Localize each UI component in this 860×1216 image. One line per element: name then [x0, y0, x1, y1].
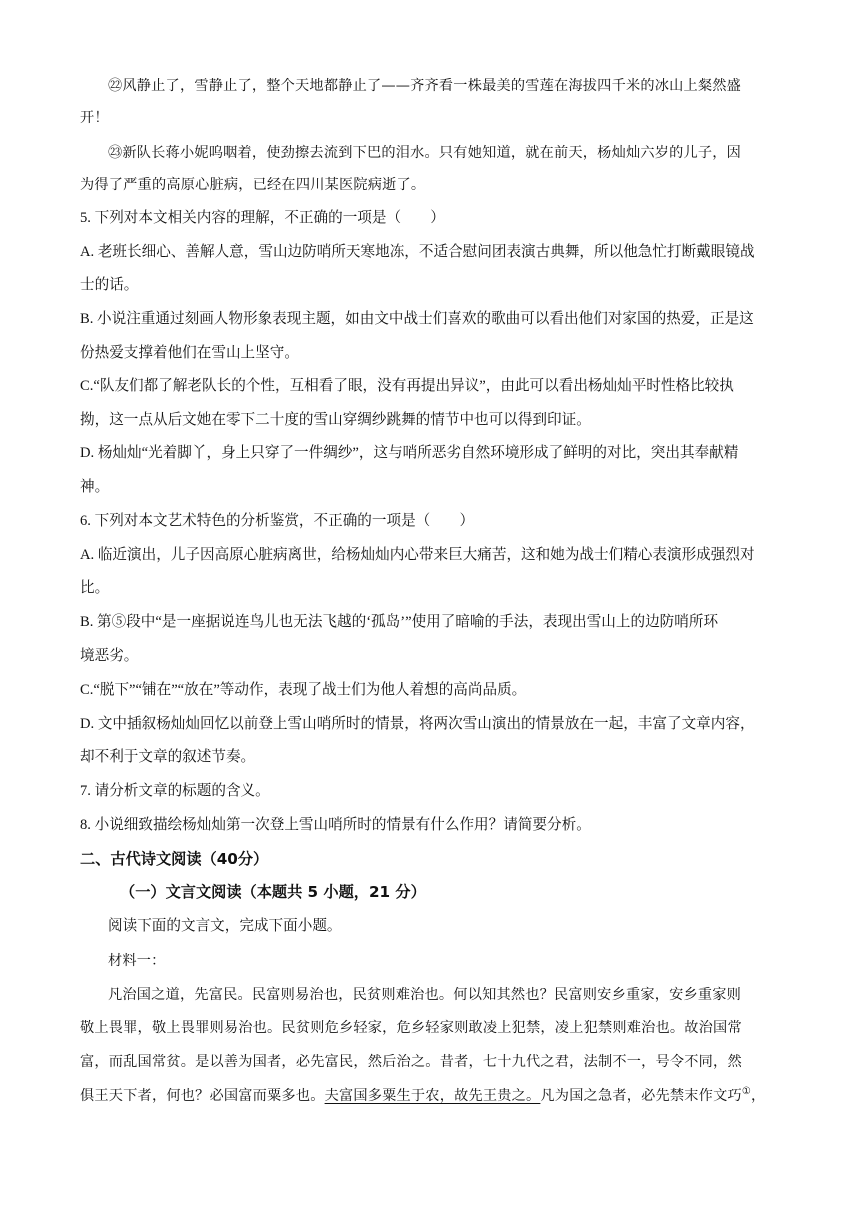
question-5-option-c-line-1: C.“队友们都了解老队长的个性，互相看了眼，没有再提出异议”，由此可以看出杨灿灿平时性格比较执	[80, 378, 734, 394]
question-6-option-a-line-2: 比。	[80, 580, 110, 596]
question-5-option-d-line-1: D. 杨灿灿“光着脚丫，身上只穿了一件绸纱”，这与哨所恶劣自然环境形成了鲜明的对比，突出其奉献精	[80, 445, 739, 461]
question-5-option-d-line-2: 神。	[80, 479, 110, 495]
question-8: 8. 小说细致描绘杨灿灿第一次登上雪山哨所时的情景有什么作用？请简要分析。	[80, 817, 591, 833]
classical-text-line-4-end: 凡为国之急者，必先禁末作文巧	[540, 1088, 742, 1104]
underlined-sentence: 夫富国多粟生于农，故先王贵之。	[324, 1088, 541, 1104]
paragraph-22-line-1: ㉒风静止了，雪静止了，整个天地都静止了——齐齐看一株最美的雪莲在海拔四千米的冰山上粲然盛	[108, 78, 742, 94]
paragraph-22-line-2: 开！	[80, 110, 109, 126]
question-6-option-d-line-2: 却不利于文章的叙述节奏。	[80, 749, 256, 765]
question-6-option-a-line-1: A. 临近演出，儿子因高原心脏病离世，给杨灿灿内心带来巨大痛苦，这和她为战士们精心表演形成强烈对	[80, 547, 755, 563]
question-5-option-a-line-2: 士的话。	[80, 277, 139, 293]
question-6-option-b-line-2: 境恶劣。	[80, 648, 139, 664]
paragraph-23-line-1: ㉓新队长蒋小妮呜咽着，使劲擦去流到下巴的泪水。只有她知道，就在前天，杨灿灿六岁的儿子，因	[108, 145, 742, 161]
subsection-heading: （一）文言文阅读（本题共 5 小题，21 分）	[120, 883, 426, 901]
question-5-option-a-line-1: A. 老班长细心、善解人意，雪山边防哨所天寒地冻，不适合慰问团表演古典舞，所以他急忙打断戴眼镜战	[80, 244, 755, 260]
classical-text-line-1: 凡治国之道，先富民。民富则易治也，民贫则难治也。何以知其然也？民富则安乡重家，安乡重家则	[108, 987, 742, 1003]
classical-text-line-4-comma: ，	[751, 1088, 766, 1104]
question-5-option-c-line-2: 拗，这一点从后文她在零下二十度的雪山穿绸纱跳舞的情节中也可以得到印证。	[80, 412, 591, 428]
classical-text-line-4	[80, 1086, 792, 1106]
section-heading: 二、古代诗文阅读（40分）	[80, 850, 269, 868]
question-6-option-c-line-1: C.“脱下”“铺在”“放在”等动作，表现了战士们为他人着想的高尚品质。	[80, 682, 527, 698]
question-5-option-b-line-2: 份热爱支撑着他们在雪山上坚守。	[80, 345, 299, 361]
paragraph-23-line-2: 为得了严重的高原心脏病，已经在四川某医院病逝了。	[80, 177, 426, 193]
material-label: 材料一：	[108, 953, 166, 969]
classical-text-line-2: 敬上畏罪，敬上畏罪则易治也。民贫则危乡轻家，危乡轻家则敢凌上犯禁，凌上犯禁则难治也。故治国常	[80, 1020, 742, 1036]
classical-text-line-4-start: 俱王天下者，何也？必国富而粟多也。	[80, 1088, 325, 1104]
question-6-stem: 6. 下列对本文艺术特色的分析鉴赏，不正确的一项是（ ）	[80, 513, 475, 529]
question-6-option-b-line-1: B. 第⑤段中“是一座据说连鸟儿也无法飞越的‘孤岛’”使用了暗喻的手法，表现出雪山上的边防哨所环	[80, 614, 719, 630]
question-6-option-d-line-1: D. 文中插叙杨灿灿回忆以前登上雪山哨所时的情景，将两次雪山演出的情景放在一起，丰富了文章内容，	[80, 716, 755, 732]
question-5-stem: 5. 下列对本文相关内容的理解，不正确的一项是（ ）	[80, 210, 445, 226]
question-7: 7. 请分析文章的标题的含义。	[80, 783, 270, 799]
reading-instruction: 阅读下面的文言文，完成下面小题。	[108, 918, 342, 934]
footnote-marker: ①	[741, 1086, 752, 1097]
question-5-option-b-line-1: B. 小说注重通过刻画人物形象表现主题，如由文中战士们喜欢的歌曲可以看出他们对家国的热爱，正是这	[80, 311, 754, 327]
classical-text-line-3: 富，而乱国常贫。是以善为国者，必先富民，然后治之。昔者，七十九代之君，法制不一，号令不同，然	[80, 1054, 742, 1070]
